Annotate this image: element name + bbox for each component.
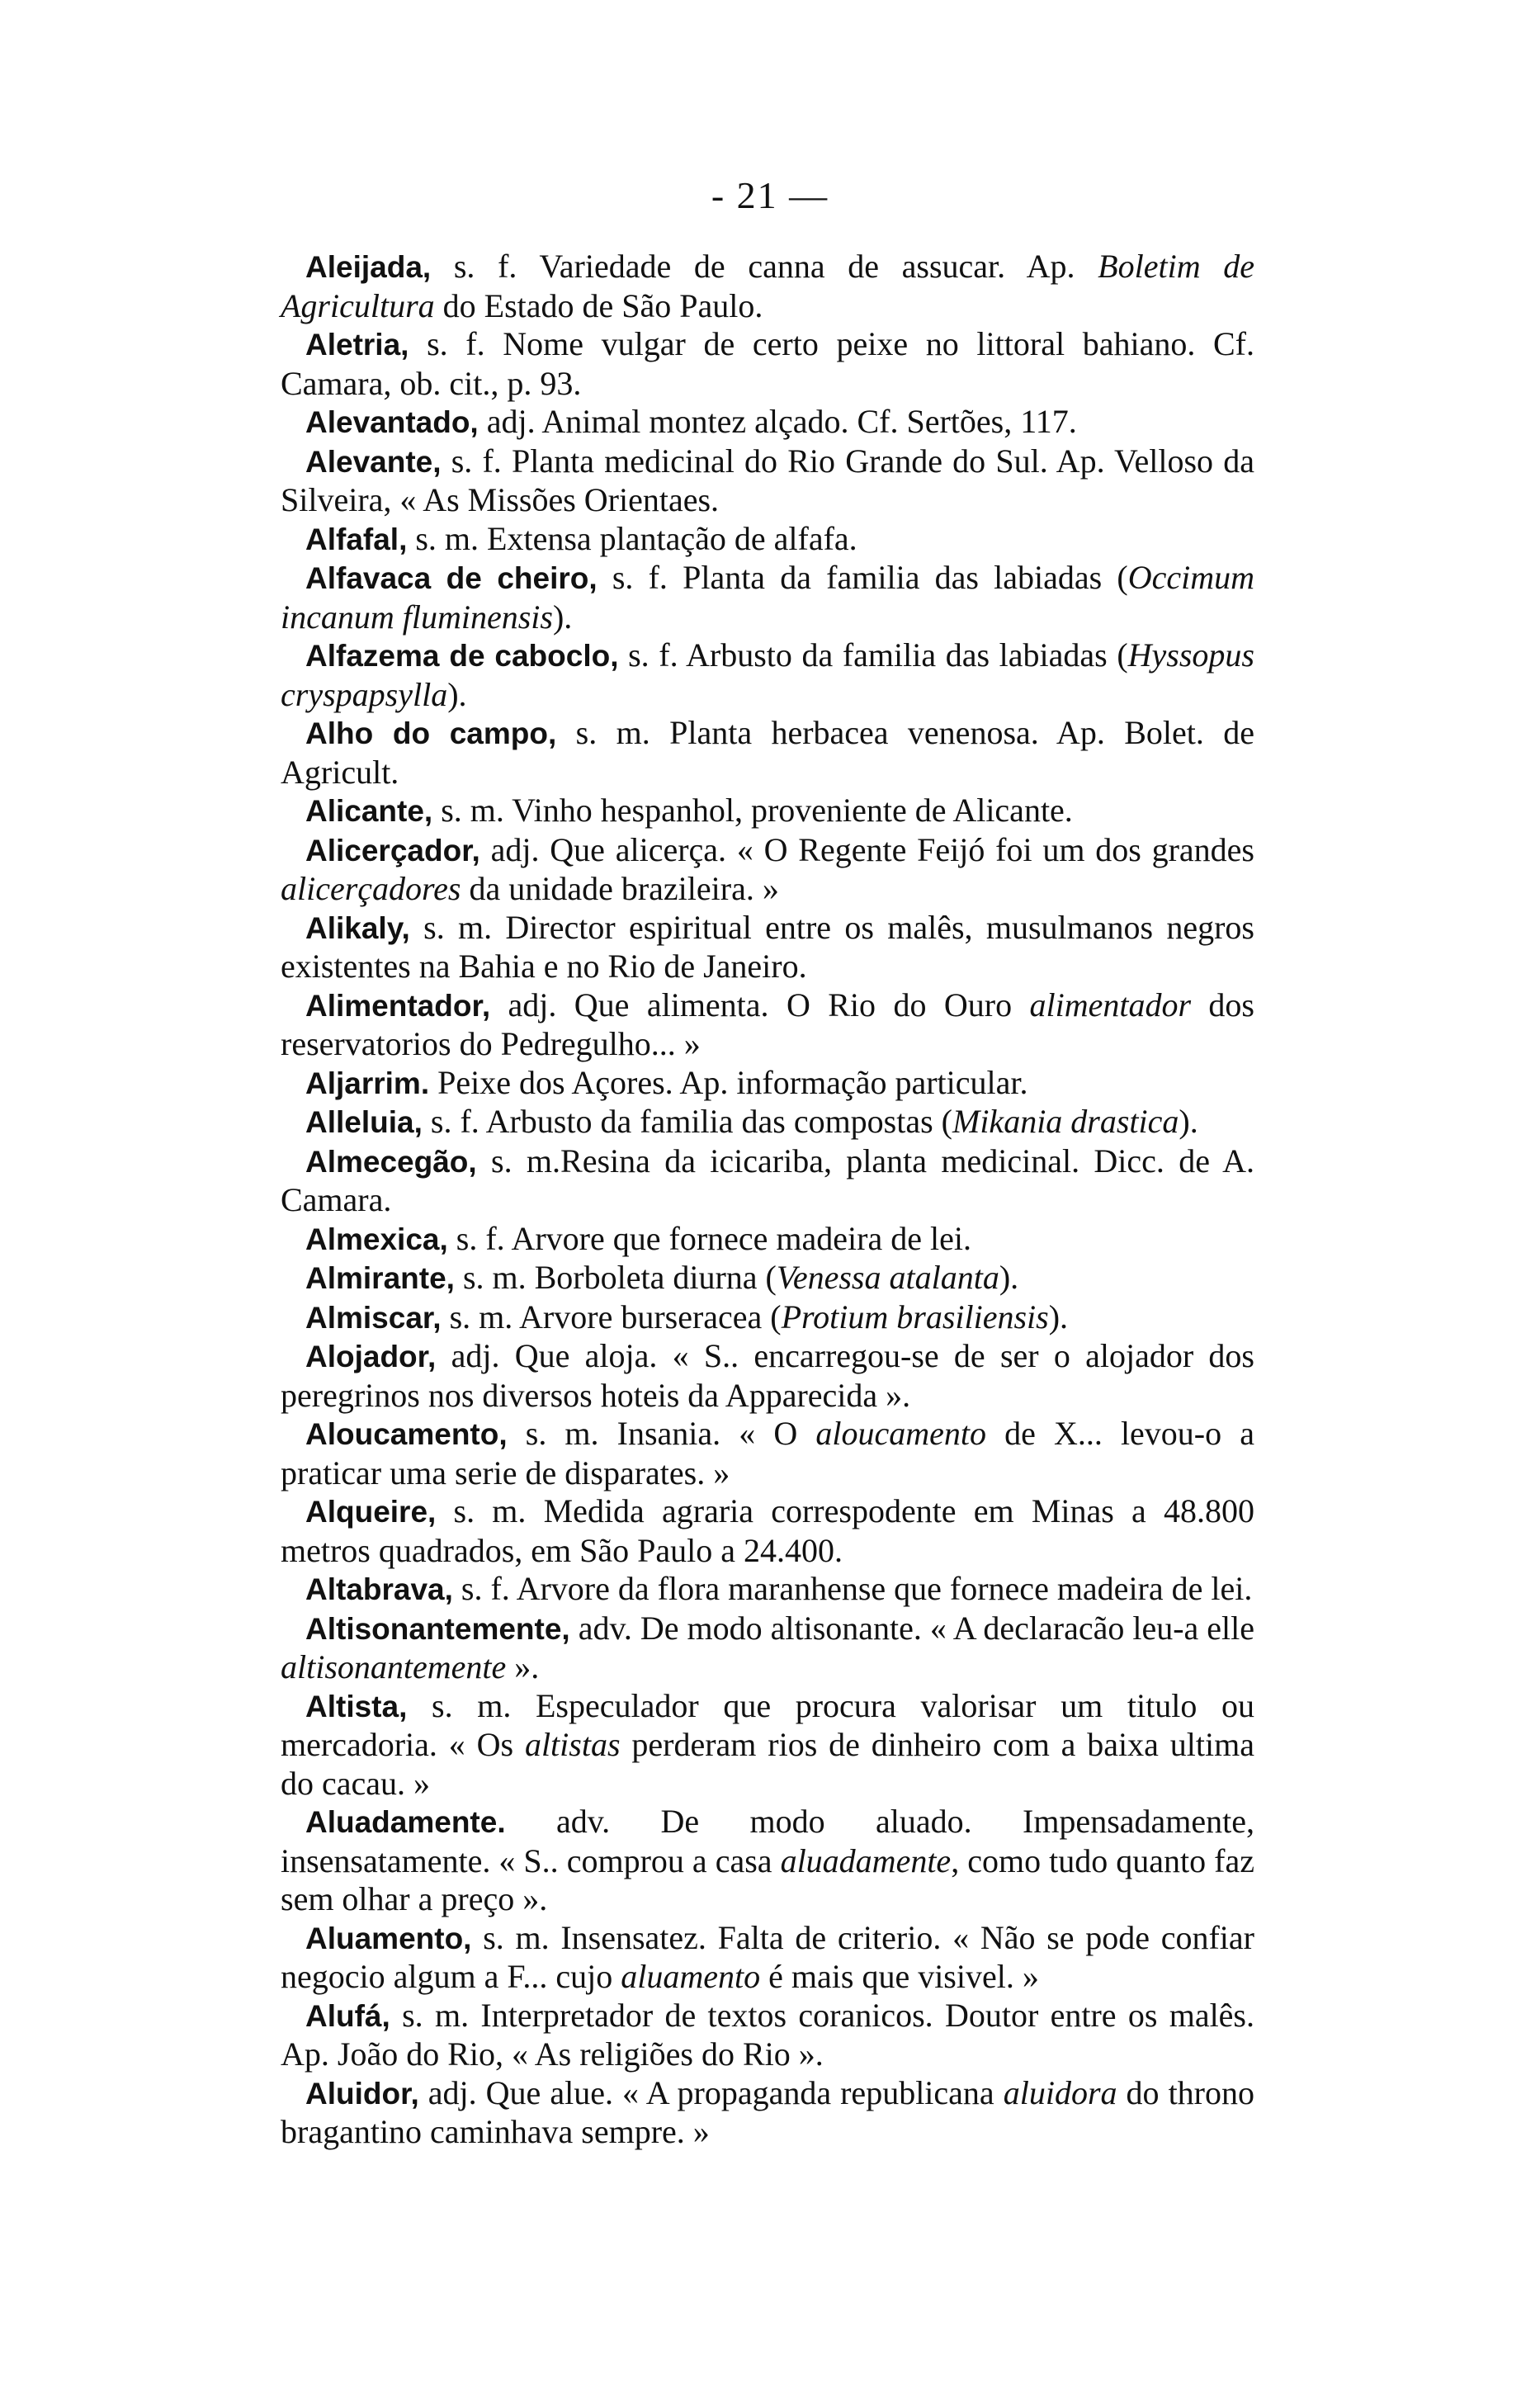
entry-italic-text: Venessa atalanta xyxy=(776,1259,999,1296)
dictionary-entry xyxy=(281,714,1254,792)
entry-list xyxy=(281,248,1254,2152)
entry-italic-text: aluamento xyxy=(621,1958,761,1995)
entry-definition-text: s. m. Insensatez. Falta de criterio. « Não se pode confiar negocio algum a F... cujo xyxy=(281,1918,1254,1995)
entry-definition-text: dos reservatorios do Pedregulho... » xyxy=(281,986,1254,1062)
entry-italic-text: alimentador xyxy=(1029,986,1192,1023)
dictionary-entry xyxy=(281,636,1254,714)
dictionary-entry xyxy=(281,1610,1254,1687)
dictionary-entry xyxy=(281,1259,1254,1298)
entry-definition-text: adj. Que alicerça. « O Regente Feijó foi um dos grandes xyxy=(479,830,1254,868)
entry-headword: Almirante, xyxy=(305,1261,455,1295)
entry-italic-text: Occimum incanum fluminensis xyxy=(281,559,1254,636)
entry-headword: Aluidor, xyxy=(305,2076,419,2111)
dictionary-entry xyxy=(281,1298,1254,1338)
dictionary-entry xyxy=(281,1492,1254,1570)
entry-headword: Alleluia, xyxy=(305,1105,423,1139)
entry-definition-text: adj. Que alue. « A propaganda republicana xyxy=(418,2073,1004,2111)
entry-headword: Aluadamente. xyxy=(305,1805,506,1839)
entry-headword: Altisonantemente, xyxy=(305,1611,570,1646)
entry-definition-text: do throno bragantino caminhava sempre. » xyxy=(281,2073,1255,2150)
entry-definition-text: adj. Animal montez alçado. Cf. Sertões, 117. xyxy=(478,403,1077,440)
entry-definition-text: do Estado de São Paulo. xyxy=(434,286,763,324)
dictionary-entry xyxy=(281,248,1254,325)
entry-headword: Aljarrim. xyxy=(305,1066,430,1100)
entry-headword: Alojador, xyxy=(305,1340,437,1373)
entry-definition-text: s. m. Planta herbacea venenosa. Ap. Bolet. de Agricult. xyxy=(281,714,1254,791)
entry-definition-text: ). xyxy=(447,675,467,713)
entry-definition-text: s. m.Resina da icicariba, planta medicinal. Dicc. de A. Camara. xyxy=(281,1142,1254,1218)
dictionary-entry xyxy=(281,2074,1254,2152)
dictionary-entry xyxy=(281,1103,1254,1142)
entry-definition-text: s. f. Variedade de canna de assucar. Ap. xyxy=(431,248,1098,285)
entry-headword: Alfazema de caboclo, xyxy=(305,639,619,673)
dictionary-entry xyxy=(281,1220,1254,1260)
entry-headword: Altabrava, xyxy=(305,1572,453,1606)
entry-headword: Aleijada, xyxy=(305,250,432,284)
entry-definition-text: ». xyxy=(506,1648,540,1685)
entry-headword: Altista, xyxy=(305,1689,408,1723)
dictionary-entry xyxy=(281,1997,1254,2074)
entry-italic-text: aloucamento xyxy=(815,1415,986,1452)
entry-definition-text: ). xyxy=(999,1259,1019,1296)
dictionary-entry xyxy=(281,403,1254,442)
entry-definition-text: perderam rios de dinheiro com a baixa ultima do cacau. » xyxy=(281,1726,1254,1802)
entry-headword: Alufá, xyxy=(305,1998,390,2033)
entry-definition-text: s. f. Planta da familia das labiadas ( xyxy=(597,559,1128,596)
entry-headword: Aluamento, xyxy=(305,1921,472,1955)
dictionary-entry xyxy=(281,325,1254,403)
dictionary-entry xyxy=(281,1337,1254,1415)
dictionary-entry xyxy=(281,792,1254,831)
entry-definition-text: adj. Que aloja. « S.. encarregou-se de ser o alojador dos peregrinos nos diversos hoteis da Apparecida ». xyxy=(281,1337,1254,1414)
dictionary-entry xyxy=(281,559,1254,636)
entry-definition-text: adv. De modo aluado. Impensadamente, insensatamente. « S.. comprou a casa xyxy=(281,1803,1254,1879)
entry-headword: Aloucamento, xyxy=(305,1417,508,1451)
entry-italic-text: Hyssopus cryspapsylla xyxy=(281,636,1254,713)
entry-definition-text: Peixe dos Açores. Ap. informação particular. xyxy=(429,1063,1028,1101)
entry-definition-text: ). xyxy=(552,598,573,636)
entry-headword: Alho do campo, xyxy=(305,716,557,750)
entry-definition-text: s. m. Director espiritual entre os malês, musulmanos negros existentes na Bahia e no Rio de Janeiro. xyxy=(281,908,1254,985)
entry-headword: Aletria, xyxy=(305,328,409,362)
dictionary-entry xyxy=(281,1687,1254,1803)
entry-definition-text: s. m. Arvore burseracea ( xyxy=(441,1298,782,1335)
entry-headword: Alfavaca de cheiro, xyxy=(305,561,598,595)
entry-headword: Almiscar, xyxy=(305,1300,442,1335)
entry-definition-text: da unidade brazileira. » xyxy=(461,870,779,907)
dictionary-entry xyxy=(281,1142,1254,1220)
dictionary-entry xyxy=(281,831,1254,909)
entry-italic-text: Protium brasiliensis xyxy=(781,1298,1049,1335)
entry-headword: Alicante, xyxy=(305,794,433,828)
dictionary-entry xyxy=(281,1064,1254,1104)
entry-italic-text: aluidora xyxy=(1003,2073,1117,2111)
entry-headword: Alimentador, xyxy=(305,988,491,1023)
entry-definition-text: s. f. Planta medicinal do Rio Grande do Sul. Ap. Velloso da Silveira, « As Missões Orientaes. xyxy=(281,442,1254,518)
entry-headword: Alevantado, xyxy=(305,405,479,439)
entry-headword: Alqueire, xyxy=(305,1495,437,1529)
entry-italic-text: alicerçadores xyxy=(281,870,461,907)
dictionary-entry xyxy=(281,1803,1254,1919)
dictionary-entry xyxy=(281,442,1254,520)
entry-definition-text: s. f. Arbusto da familia das labiadas ( xyxy=(618,636,1128,674)
entry-headword: Alfafal, xyxy=(305,522,408,556)
entry-headword: Alicerçador, xyxy=(305,833,480,867)
entry-italic-text: aluadamente xyxy=(780,1841,952,1879)
entry-headword: Almexica, xyxy=(305,1222,448,1256)
entry-definition-text: ). xyxy=(1179,1103,1198,1140)
entry-definition-text: s. m. Interpretador de textos coranicos. Doutor entre os malês. Ap. João do Rio, « As religiões do Rio ». xyxy=(281,1996,1254,2073)
entry-headword: Alikaly, xyxy=(305,910,410,945)
entry-headword: Alevante, xyxy=(305,444,442,479)
entry-definition-text: s. m. Insania. « O xyxy=(507,1415,816,1452)
entry-headword: Almecegão, xyxy=(305,1144,477,1179)
dictionary-entry xyxy=(281,1570,1254,1610)
entry-definition-text: s. m. Extensa plantação de alfafa. xyxy=(407,519,857,557)
dictionary-entry xyxy=(281,909,1254,986)
entry-italic-text: Mikania drastica xyxy=(952,1103,1179,1140)
entry-definition-text: ). xyxy=(1048,1298,1069,1335)
entry-italic-text: Boletim de Agricultura xyxy=(281,248,1255,324)
entry-definition-text: é mais que visivel. » xyxy=(760,1958,1039,1995)
entry-definition-text: s. f. Arbusto da familia das compostas ( xyxy=(422,1103,952,1140)
entry-definition-text: de X... levou-o a praticar uma serie de disparates. » xyxy=(281,1415,1254,1491)
entry-definition-text: , como tudo quanto faz sem olhar a preço ». xyxy=(281,1841,1254,1917)
page-number: - 21 — xyxy=(711,174,829,216)
dictionary-entry xyxy=(281,1415,1254,1492)
entry-definition-text: s. m. Especulador que procura valorisar um titulo ou mercadoria. « Os xyxy=(281,1686,1254,1763)
dictionary-entry xyxy=(281,520,1254,560)
dictionary-entry xyxy=(281,1919,1254,1997)
entry-definition-text: s. f. Arvore que fornece madeira de lei. xyxy=(447,1219,971,1257)
entry-definition-text: s. m. Vinho hespanhol, proveniente de Alicante. xyxy=(432,792,1073,829)
dictionary-entry xyxy=(281,986,1254,1064)
entry-definition-text: s. m. Borboleta diurna ( xyxy=(454,1259,777,1296)
entry-definition-text: adv. De modo altisonante. « A declaracão leu-a elle xyxy=(569,1609,1255,1647)
entry-definition-text: s. f. Nome vulgar de certo peixe no littoral bahiano. Cf. Camara, ob. cit., p. 93. xyxy=(281,325,1254,402)
entry-italic-text: altistas xyxy=(524,1726,621,1763)
entry-definition-text: adj. Que alimenta. O Rio do Ouro xyxy=(490,986,1030,1023)
entry-definition-text: s. f. Arvore da flora maranhense que fornece madeira de lei. xyxy=(452,1570,1253,1607)
entry-definition-text: s. m. Medida agraria correspodente em Minas a 48.800 metros quadrados, em São Paulo a 24.400. xyxy=(281,1492,1254,1569)
entry-italic-text: altisonantemente xyxy=(281,1648,507,1685)
